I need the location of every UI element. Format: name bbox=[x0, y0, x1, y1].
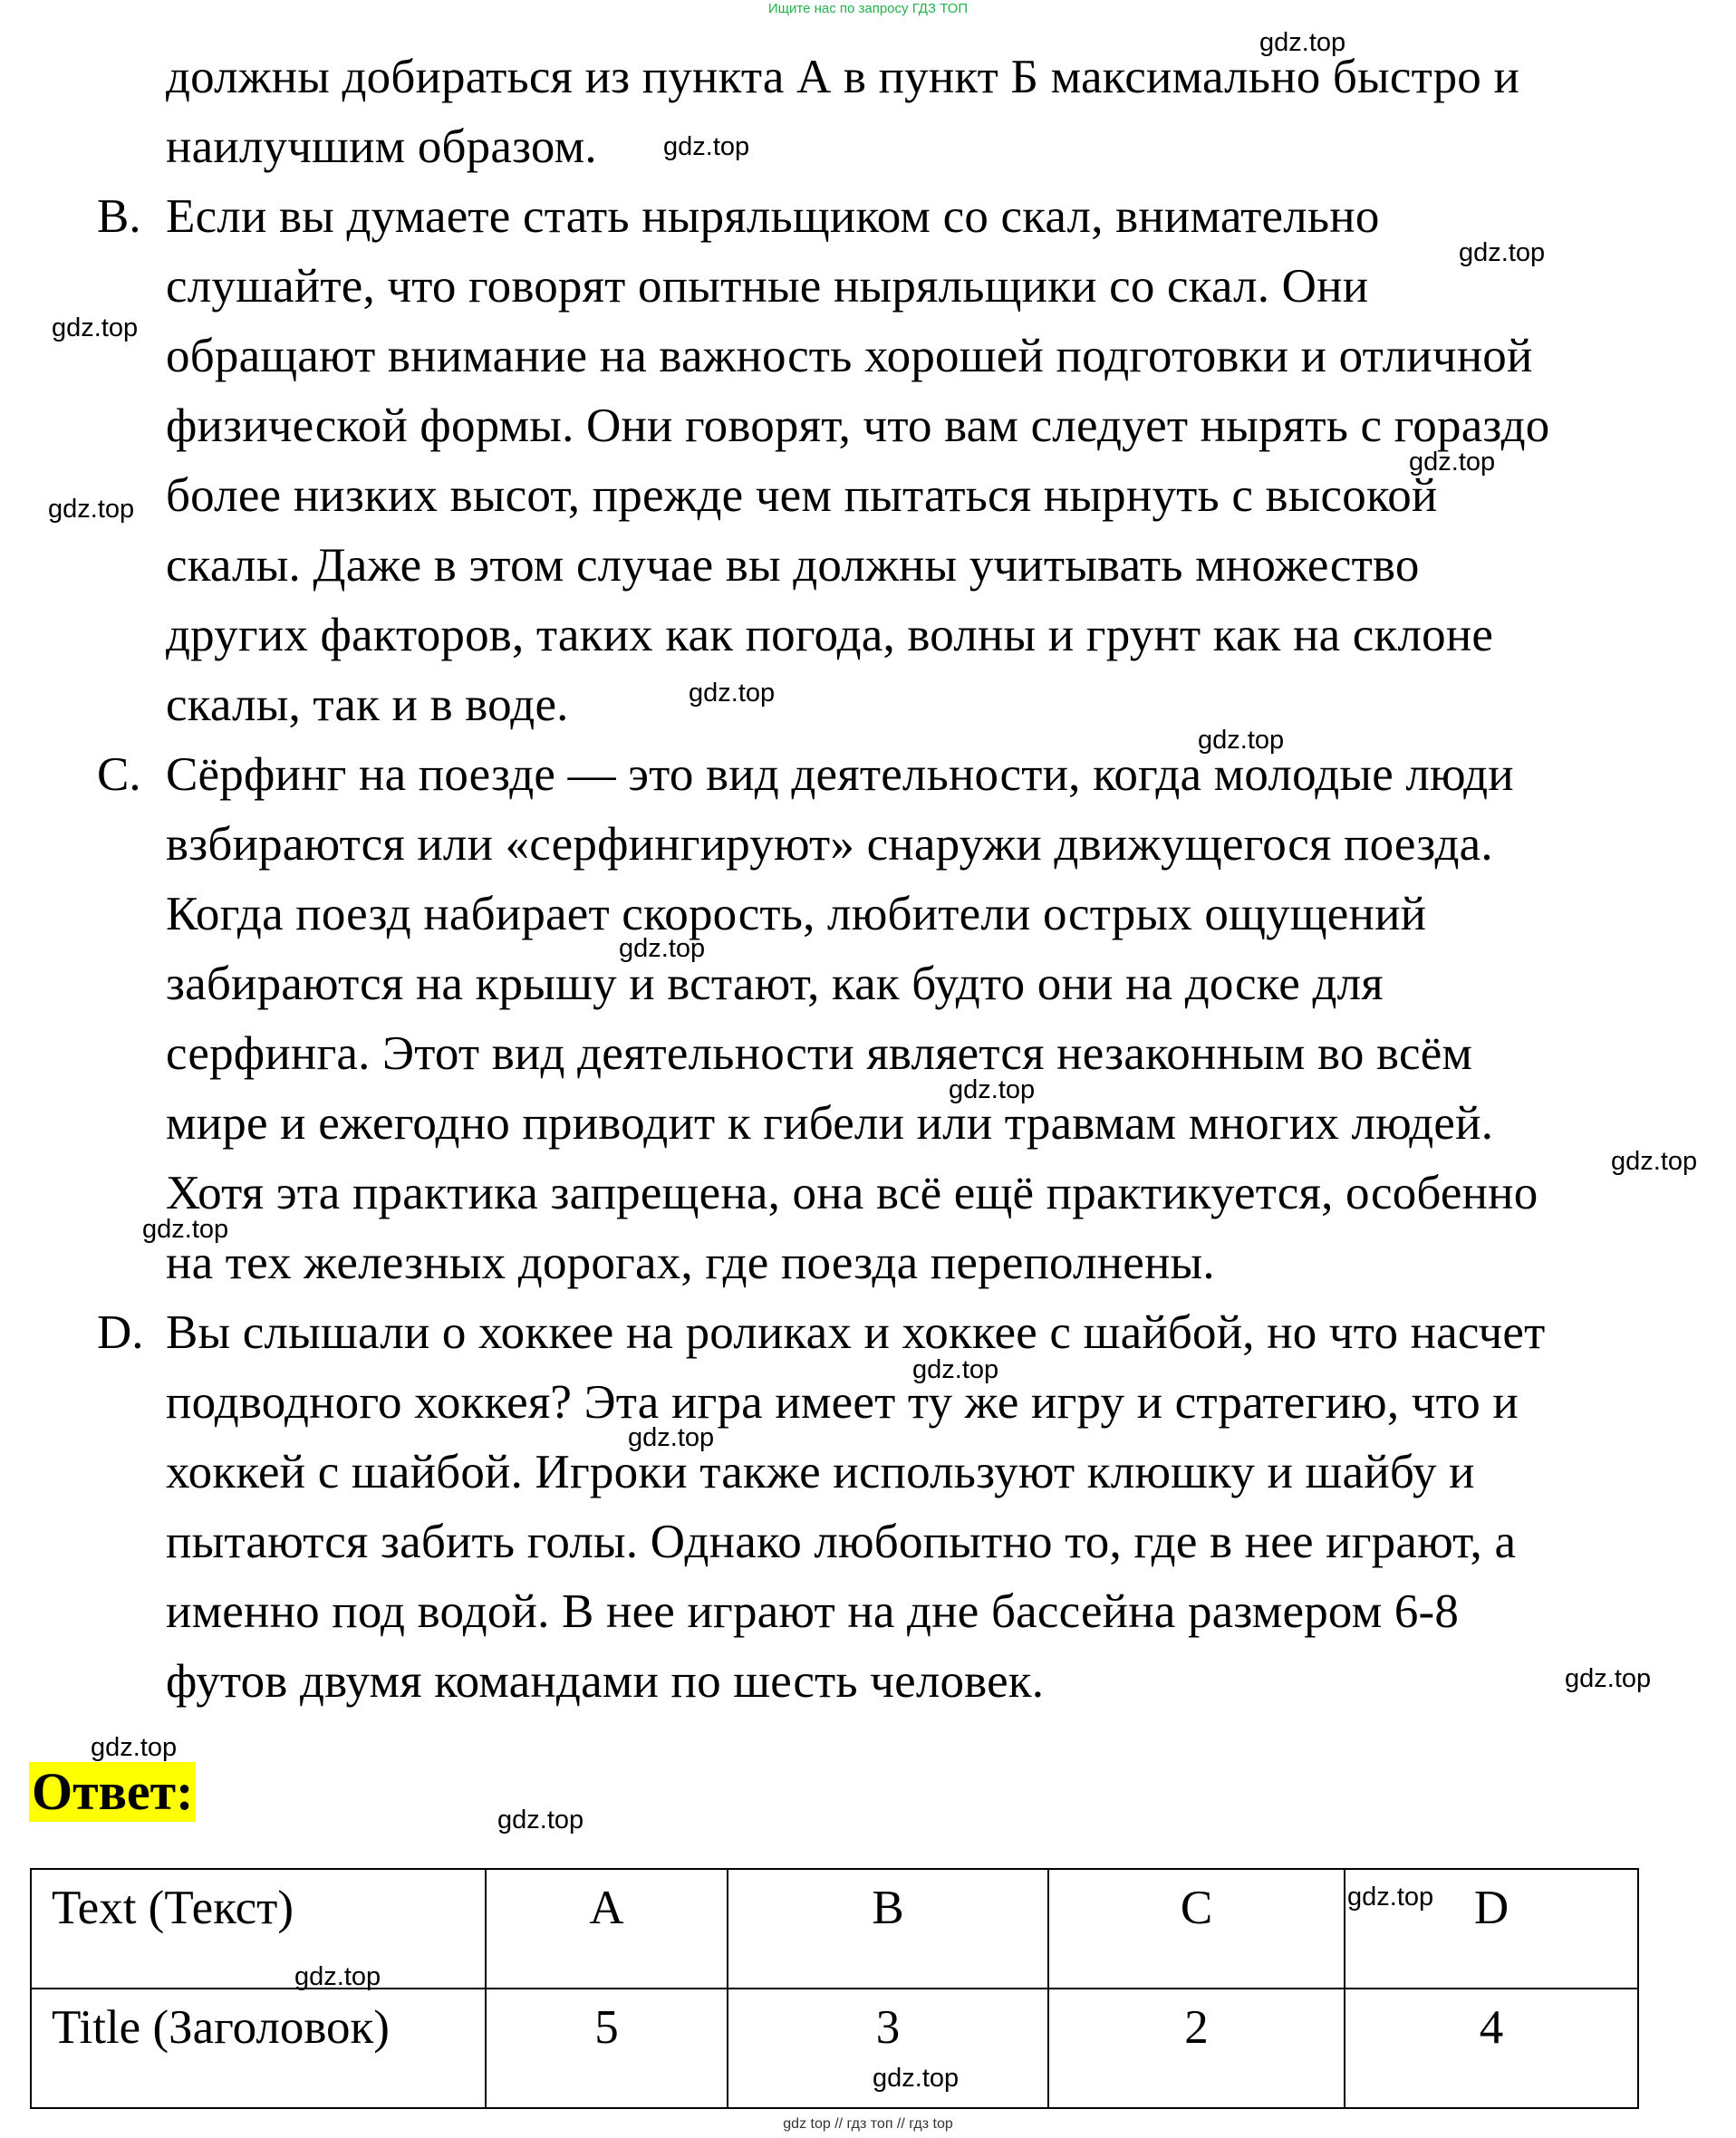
watermark: gdz.top bbox=[1259, 28, 1346, 57]
text-line: на тех железных дорогах, где поезда переполнены. bbox=[166, 1237, 1215, 1289]
text-line: физической формы. Они говорят, что вам следует нырять с гораздо bbox=[166, 400, 1550, 452]
text-line: скалы. Даже в этом случае вы должны учитывать множество bbox=[166, 539, 1420, 592]
text-line: других факторов, таких как погода, волны и грунт как на склоне bbox=[166, 609, 1494, 661]
paragraph-marker-b: B. bbox=[97, 190, 141, 243]
watermark: gdz.top bbox=[142, 1215, 229, 1244]
watermark: gdz.top bbox=[1611, 1147, 1698, 1176]
text-line: скалы, так и в воде. bbox=[166, 679, 569, 731]
watermark: gdz.top bbox=[689, 679, 776, 708]
text-line: Сёрфинг на поезде — это вид деятельности, когда молодые люди bbox=[166, 748, 1514, 801]
table-cell: 4 bbox=[1345, 1989, 1638, 2108]
watermark: gdz.top bbox=[52, 313, 139, 342]
header-notice: Ищите нас по запросу ГДЗ ТОП bbox=[767, 1, 969, 16]
text-line: взбираются или «серфингируют» снаружи движущегося поезда. bbox=[166, 818, 1493, 871]
table-cell: 5 bbox=[486, 1989, 728, 2108]
text-line: обращают внимание на важность хорошей подготовки и отличной bbox=[166, 330, 1533, 382]
text-line: серфинга. Этот вид деятельности является незаконным во всём bbox=[166, 1027, 1473, 1080]
watermark: gdz.top bbox=[294, 1962, 381, 1991]
text-line: футов двумя командами по шесть человек. bbox=[166, 1655, 1045, 1708]
table-cell: B bbox=[728, 1869, 1048, 1989]
text-line: Если вы думаете стать ныряльщиком со скал, внимательно bbox=[166, 190, 1380, 243]
text-line: забираются на крышу и встают, как будто они на доске для bbox=[166, 958, 1384, 1010]
paragraph-marker-c: C. bbox=[97, 748, 141, 801]
table-row-label: Text (Текст) bbox=[31, 1869, 486, 1989]
paragraph-marker-d: D. bbox=[97, 1306, 144, 1359]
table-cell: 2 bbox=[1048, 1989, 1345, 2108]
footer: gdz top // гдз топ // гдз top bbox=[783, 2116, 953, 2132]
text-line: слушайте, что говорят опытные ныряльщики со скал. Они bbox=[166, 260, 1369, 313]
text-line: наилучшим образом. bbox=[166, 120, 597, 173]
watermark: gdz.top bbox=[1347, 1883, 1434, 1912]
text-line: должны добираться из пункта А в пункт Б максимально быстро и bbox=[166, 51, 1520, 103]
text-line: подводного хоккея? Эта игра имеет ту же игру и стратегию, что и bbox=[166, 1376, 1519, 1429]
text-line: мире и ежегодно приводит к гибели или травмам многих людей. bbox=[166, 1097, 1494, 1150]
watermark: gdz.top bbox=[1565, 1664, 1652, 1693]
watermark: gdz.top bbox=[1459, 238, 1546, 267]
table-row bbox=[31, 1989, 1638, 2108]
table-cell: D bbox=[1345, 1869, 1638, 1989]
watermark: gdz.top bbox=[1409, 448, 1496, 477]
watermark: gdz.top bbox=[663, 132, 750, 161]
watermark: gdz.top bbox=[1198, 726, 1285, 755]
watermark: gdz.top bbox=[912, 1355, 999, 1384]
text-line: хоккей с шайбой. Игроки также используют клюшку и шайбу и bbox=[166, 1446, 1475, 1498]
text-line: пытаются забить голы. Однако любопытно то, где в нее играют, а bbox=[166, 1516, 1517, 1568]
watermark: gdz.top bbox=[619, 934, 706, 963]
text-line: Когда поезд набирает скорость, любители острых ощущений bbox=[166, 888, 1427, 940]
watermark: gdz.top bbox=[497, 1806, 584, 1835]
text-line: Хотя эта практика запрещена, она всё ещё практикуется, особенно bbox=[166, 1167, 1538, 1219]
text-line: Вы слышали о хоккее на роликах и хоккее с шайбой, но что насчет bbox=[166, 1306, 1546, 1359]
answer-label: Ответ: bbox=[29, 1762, 196, 1822]
text-line: именно под водой. В нее играют на дне бассейна размером 6-8 bbox=[166, 1585, 1460, 1638]
table-cell: 3 bbox=[728, 1989, 1048, 2108]
table-cell: C bbox=[1048, 1869, 1345, 1989]
text-line: более низких высот, прежде чем пытаться нырнуть с высокой bbox=[166, 469, 1438, 522]
table-cell: A bbox=[486, 1869, 728, 1989]
table-row-label: Title (Заголовок) bbox=[31, 1989, 486, 2108]
watermark: gdz.top bbox=[873, 2064, 960, 2093]
watermark: gdz.top bbox=[91, 1733, 178, 1762]
watermark: gdz.top bbox=[949, 1075, 1036, 1104]
watermark: gdz.top bbox=[628, 1423, 715, 1452]
watermark: gdz.top bbox=[48, 495, 135, 524]
